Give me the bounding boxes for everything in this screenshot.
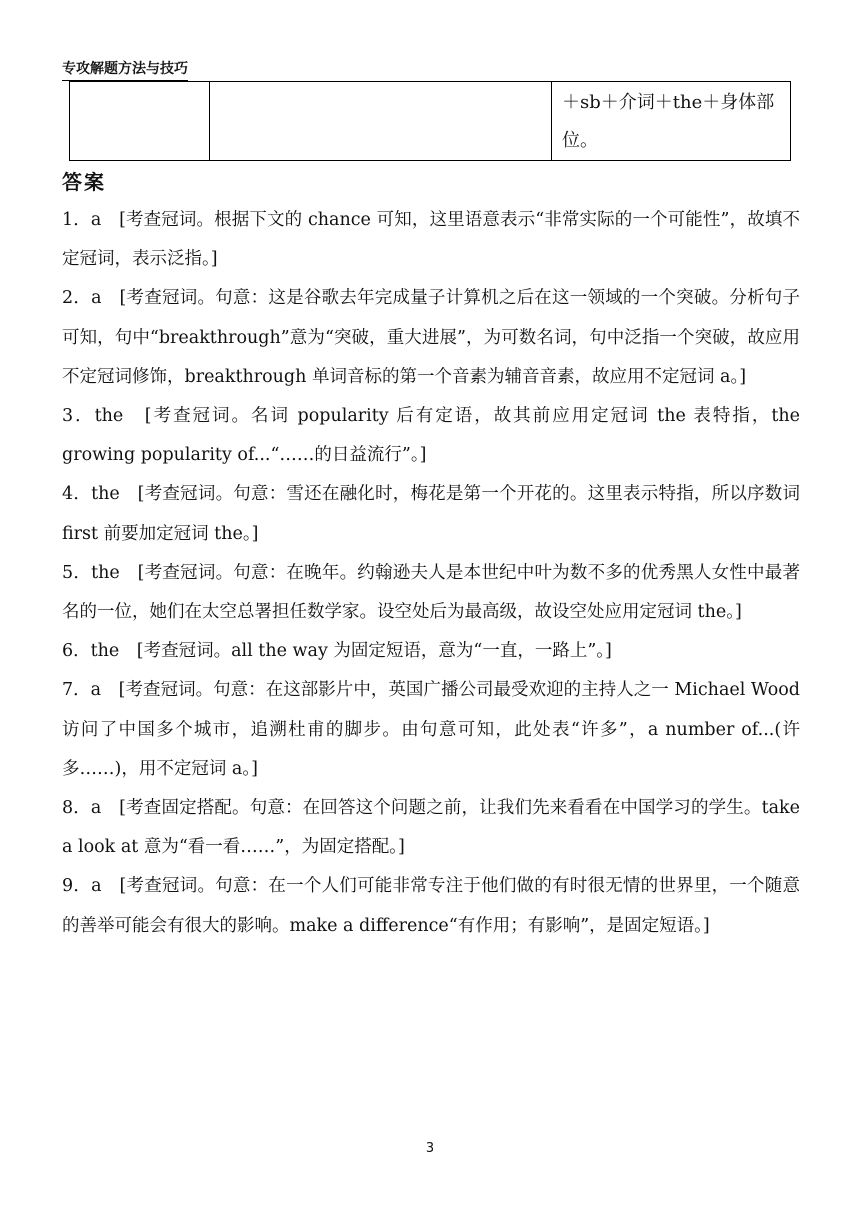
table-cell <box>70 82 210 161</box>
answer-item-9: 9．a [考查冠词。句意：在一个人们可能非常专注于他们做的有时很无情的世界里，一个随意的善举可能会有很大的影响。make a difference“有作用；有影响”，是固定短语。] <box>62 876 800 936</box>
table-fragment <box>69 81 791 161</box>
answer-item-3: 3．the [考查冠词。名词 popularity 后有定语，故其前应用定冠词 the 表特指，the growing popularity of...“……的日益流行”。] <box>62 406 800 466</box>
table-cell <box>210 82 552 161</box>
table-row <box>70 82 791 161</box>
answer-item-2: 2．a [考查冠词。句意：这是谷歌去年完成量子计算机之后在这一领域的一个突破。分析句子可知，句中“breakthrough”意为“突破，重大进展”，为可数名词，句中泛指一个突破，故应用不定冠词修饰，breakthrough 单词音标的第一个音素为辅音音素，故应用不定冠词 a。] <box>62 288 800 387</box>
answer-item-8: 8．a [考查固定搭配。句意：在回答这个问题之前，让我们先来看看在中国学习的学生。take a look at 意为“看一看……”，为固定搭配。] <box>62 798 800 858</box>
answer-item-6: 6．the [考查冠词。all the way 为固定短语，意为“一直，一路上”。] <box>62 641 612 662</box>
table-cell: ＋sb＋介词＋the＋身体部位。 <box>552 82 791 161</box>
answer-item-5: 5．the [考查冠词。句意：在晚年。约翰逊夫人是本世纪中叶为数不多的优秀黑人女性中最著名的一位，她们在太空总署担任数学家。设空处后为最高级，故设空处应用定冠词 the。] <box>62 562 800 623</box>
answer-item-4: 4．the [考查冠词。句意：雪还在融化时，梅花是第一个开花的。这里表示特指，所以序数词 first 前要加定冠词 the。] <box>62 484 800 544</box>
answer-item-1: 1．a [考查冠词。根据下文的 chance 可知，这里语意表示“非常实际的一个可能性”，故填不定冠词，表示泛指。] <box>62 210 800 270</box>
running-header: 专攻解题方法与技巧 <box>62 58 188 81</box>
answer-item-7: 7．a [考查冠词。句意：在这部影片中，英国广播公司最受欢迎的主持人之一 Michael Wood 访问了中国多个城市，追溯杜甫的脚步。由句意可知，此处表“许多”，a number of...(许多……)，用不定冠词 a。] <box>62 680 800 779</box>
page-number: 3 <box>425 1141 435 1156</box>
answer-list <box>62 201 800 946</box>
section-title: 答案 <box>62 170 106 194</box>
